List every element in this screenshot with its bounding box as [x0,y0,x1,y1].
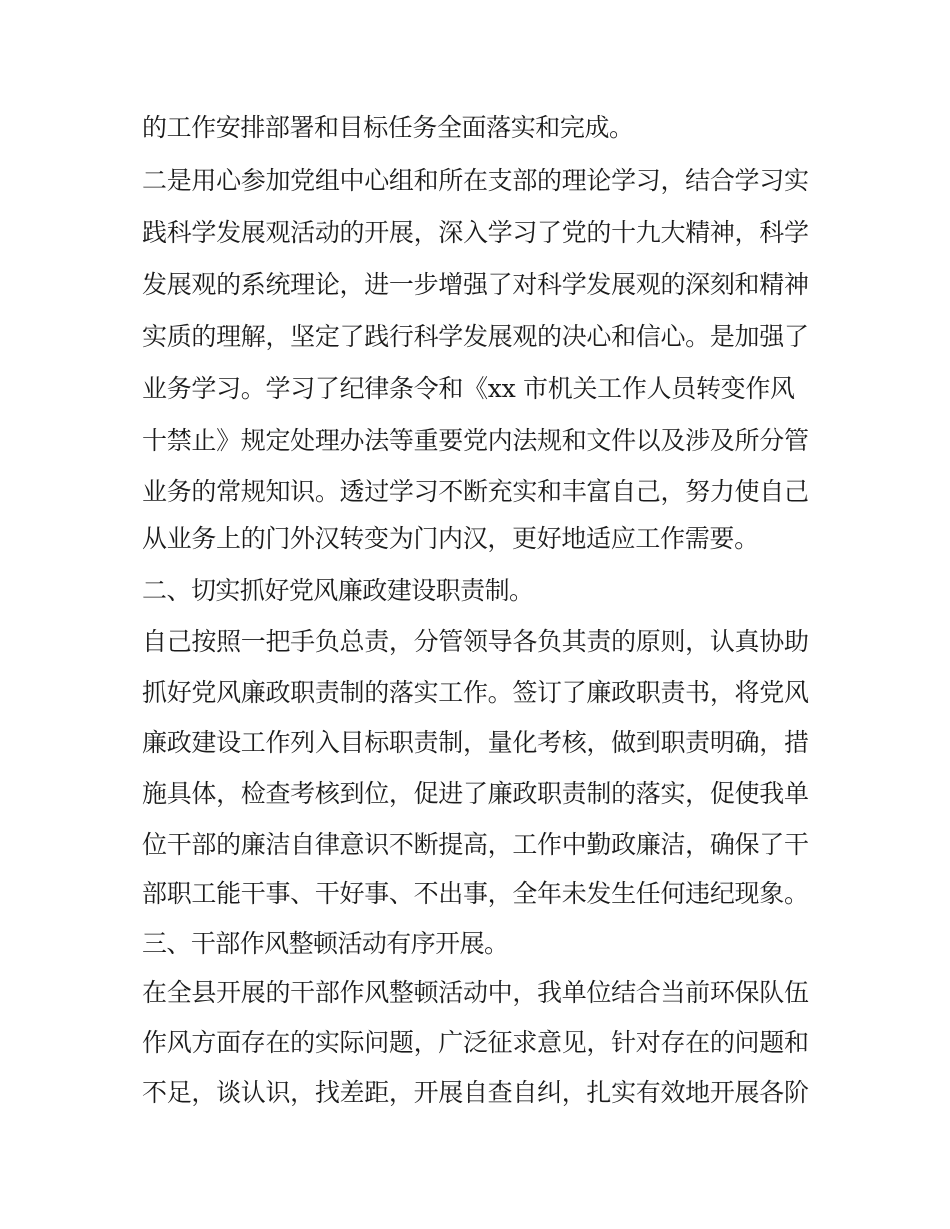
text-line: 位干部的廉洁自律意识不断提高，工作中勤政廉洁，确保了干 [142,830,809,859]
text-line: 践科学发展观活动的开展，深入学习了党的十九大精神，科学 [142,218,809,247]
section-heading: 三、干部作风整顿活动有序开展。 [142,929,509,958]
text-line: 从业务上的门外汉转变为门内汉，更好地适应工作需要。 [142,524,759,553]
text-line: 业务学习。学习了纪律条令和《xx 市机关工作人员转变作风 [142,374,795,403]
text-line: 作风方面存在的实际问题，广泛征求意见，针对存在的问题和 [142,1028,809,1057]
text-line: 发展观的系统理论，进一步增强了对科学发展观的深刻和精神 [142,270,809,299]
text-line: 廉政建设工作列入目标职责制，量化考核，做到职责明确，措 [142,728,809,757]
text-line: 业务的常规知识。透过学习不断充实和丰富自己，努力使自己 [142,477,809,506]
text-line: 在全县开展的干部作风整顿活动中，我单位结合当前环保队伍 [142,978,809,1007]
text-line: 二是用心参加党组中心组和所在支部的理论学习，结合学习实 [142,166,809,195]
text-line: 抓好党风廉政职责制的落实工作。签订了廉政职责书，将党风 [142,678,809,707]
text-line: 部职工能干事、干好事、不出事，全年未发生任何违纪现象。 [142,879,809,908]
section-heading: 二、切实抓好党风廉政建设职责制。 [142,576,534,605]
text-line: 自己按照一把手负总责，分管领导各负其责的原则，认真协助 [142,627,809,656]
text-line: 实质的理解，坚定了践行科学发展观的决心和信心。是加强了 [142,322,809,351]
text-line: 不足，谈认识，找差距，开展自查自纠，扎实有效地开展各阶 [142,1078,809,1107]
text-line: 施具体，检查考核到位，促进了廉政职责制的落实，促使我单 [142,779,809,808]
text-line: 的工作安排部署和目标任务全面落实和完成。 [142,113,634,142]
text-line: 十禁止》规定处理办法等重要党内法规和文件以及涉及所分管 [142,426,809,455]
